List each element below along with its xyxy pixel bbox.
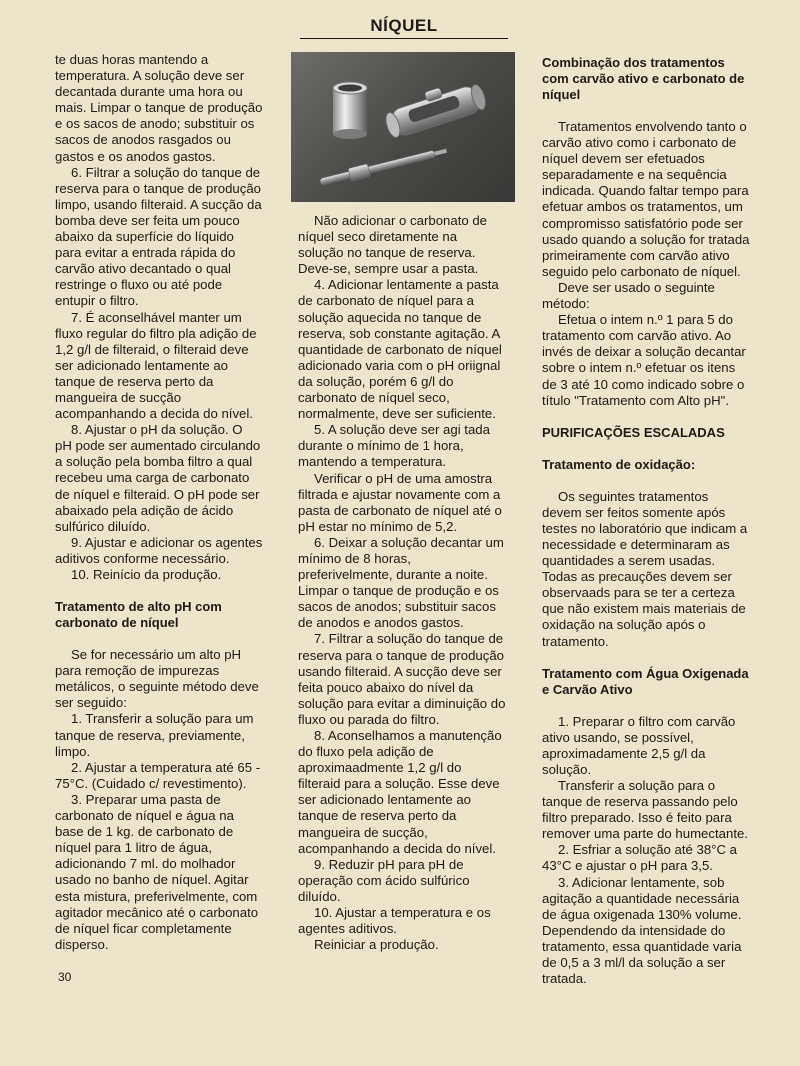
- section-heading: PURIFICAÇÕES ESCALADAS: [542, 424, 725, 440]
- paragraph: 3. Adicionar lentamente, sob agitação a quantidade necessária de água oxigenada 130% volume. Dependendo da intensidade do tratamento, essa quantidade varia de 0,5 a 3 ml/l da solução a ser tratada.: [542, 874, 742, 987]
- paragraph: 1. Preparar o filtro com carvão ativo usando, se possível, aproximadamente 2,5 g/l da solução.: [542, 713, 736, 777]
- section-subheading: Tratamento com Água Oxigenada e Carvão Ativo: [542, 665, 749, 697]
- paragraph: 1. Transferir a solução para um tanque de reserva, previamente, limpo.: [55, 711, 254, 759]
- paragraph: Não adicionar o carbonato de níquel seco diretamente na solução no tanque de reserva. Deve-se, sempre usar a pasta.: [298, 213, 488, 277]
- text-column-middle: [298, 213, 506, 953]
- text-column-left: [55, 52, 263, 953]
- paragraph: Transferir a solução para o tanque de reserva passando pelo filtro preparado. Isso é feito para remover uma parte do humectante.: [542, 778, 748, 842]
- paragraph: 6. Filtrar a solução do tanque de reserva para o tanque de produção limpo, usando filteraid. A sucção da bomba deve ser feita um pouco abaixo da superfície do líquido para evitar a entrada rápida do carvão ativo decantado o qual restringe o fluxo ou até pode entupir o filtro.: [55, 164, 262, 309]
- paragraph: 5. A solução deve ser agi tada durante o mínimo de 1 hora, mantendo a temperatura.: [298, 422, 490, 470]
- paragraph: 6. Deixar a solução decantar um mínimo de 8 horas, preferivelmente, durante a noite. Limpar o tanque de produção e os sacos de anodos; substituir sacos de anodos e anodos gastos.: [298, 534, 504, 631]
- text-column-right: [542, 55, 750, 987]
- section-heading: Tratamento de alto pH com carbonato de níquel: [55, 599, 222, 631]
- paragraph: te duas horas mantendo a temperatura. A solução deve ser decantada durante uma hora ou mais. Limpar o tanque de produção e os sacos de anodo; substituir os sacos de anodos rasgados ou gastos e os anodos gastos.: [55, 52, 263, 164]
- page-header-title: NÍQUEL: [370, 16, 438, 35]
- paragraph: 8. Ajustar o pH da solução. O pH pode ser aumentado circulando a solução pela bomba filtro a qual recebeu uma carga de carbonato de níquel e filteraid. O pH pode ser abaixado pela adição de ácido sulfúrico diluído.: [55, 422, 261, 534]
- paragraph: 7. É aconselhável manter um fluxo regular do filtro pla adição de 1,2 g/l de filteraid, o filteraid deve ser adicionado lentamente ao tanque de reserva perto da mangueira de sucção acompanhando a decida do nível.: [55, 309, 257, 422]
- paragraph: Reiniciar a produção.: [314, 937, 439, 953]
- paragraph: Tratamentos envolvendo tanto o carvão ativo como i carbonato de níquel devem ser efetuados separadamente e na sequência indicada. Quando faltar tempo para efetuar ambos os tratamentos, um compromisso satisfatório pode ser usado quando a solução for tratada primeiramente com carvão ativo seguido pelo carbonato de níquel.: [542, 119, 750, 279]
- paragraph: 4. Adicionar lentamente a pasta de carbonato de níquel para a solução aquecida no tanque de reserva, sob constante agitação. A quantidade de carbonato de níquel adicionado varia com o pH oriignal da solução, porém 6 g/l do carbonato de níquel seco, normalmente, deve ser suficiente.: [298, 277, 502, 422]
- paragraph: Se for necessário um alto pH para remoção de impurezas metálicos, o seguinte método deve ser seguido:: [55, 647, 259, 711]
- paragraph: 8. Aconselhamos a manutenção do fluxo pela adição de aproximaadmente 1,2 g/l do filteraid para a solução. Esse deve ser adicionado lentamente ao tanque de reserva perto da mangueira de sucção, acompanhando a decida do nível.: [298, 728, 502, 856]
- paragraph: 7. Filtrar a solução do tanque de reserva para o tanque de produção usando filteraid. A sucção deve ser feita pouco abaixo do nível da solução para evitar a diminuição do fluxo ou parada do filtro.: [298, 631, 506, 727]
- paragraph: 9. Reduzir pH para pH de operação com ácido sulfúrico diluído.: [298, 856, 470, 904]
- section-subheading: Tratamento de oxidação:: [542, 456, 696, 472]
- paragraph: Efetua o intem n.º 1 para 5 do tratamento com carvão ativo. Ao invés de deixar a solução decantar sobre o intem n.º efetuar os itens de 3 até 10 como indicado sobre o título "Tratamento com Alto pH".: [542, 312, 746, 408]
- paragraph: Os seguintes tratamentos devem ser feitos somente após testes no laboratório que indicam a necessidade e determinaram as quantidades a serem usadas. Todas as precauções devem ser observaads para se ter a certeza que não existem mais materiais de oxidação na solução após o tratamento.: [542, 488, 748, 649]
- paragraph: Verificar o pH de uma amostra filtrada e ajustar novamente com a pasta de carbonato de níquel até o pH estar no mínimo de 5,2.: [298, 470, 502, 534]
- paragraph: 10. Ajustar a temperatura e os agentes aditivos.: [298, 905, 491, 937]
- paragraph: Deve ser usado o seguinte método:: [542, 279, 715, 312]
- paragraph: 2. Ajustar a temperatura até 65 - 75°C. (Cuidado c/ revestimento).: [55, 759, 261, 791]
- header-rule: [300, 38, 508, 39]
- paragraph: 9. Ajustar e adicionar os agentes aditivos conforme necessário.: [55, 534, 263, 566]
- section-heading: Combinação dos tratamentos com carvão ativo e carbonato de níquel: [542, 55, 745, 102]
- page-number: 30: [58, 970, 72, 984]
- nickel-plated-parts-photo: [291, 52, 515, 202]
- paragraph: 10. Reinício da produção.: [71, 567, 222, 582]
- paragraph: 2. Esfriar a solução até 38°C a 43°C e ajustar o pH para 3,5.: [542, 842, 738, 874]
- paragraph: 3. Preparar uma pasta de carbonato de níquel e água na base de 1 kg. de carbonato de níquel para 1 litro de água, adicionando 7 ml. do molhador usado no banho de níquel. Agitar esta mistura, preferivelmente, com agitador mecânico até o carbonato de níquel ficar completamente disperso.: [55, 791, 259, 952]
